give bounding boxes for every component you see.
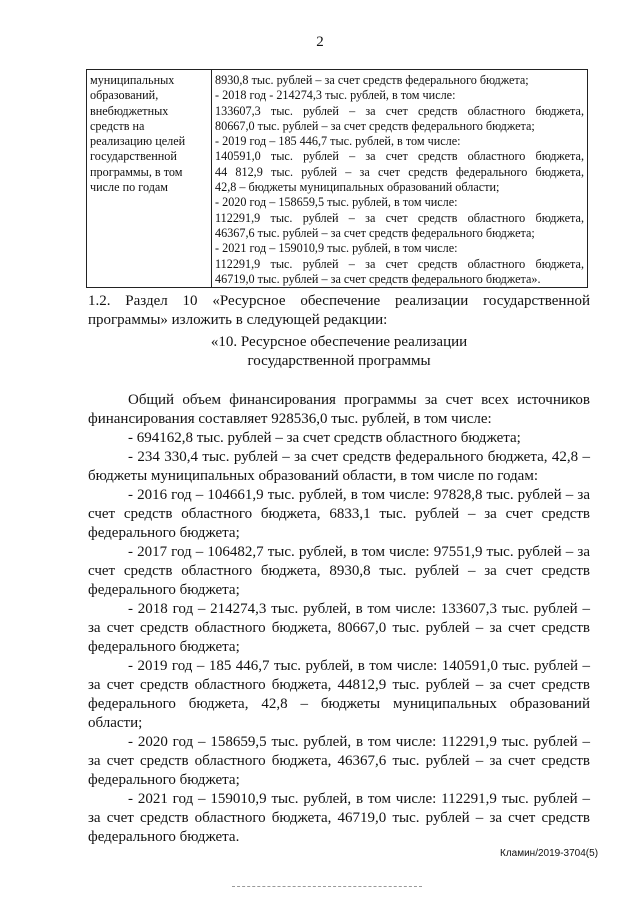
table-right-cell xyxy=(212,70,588,288)
right-line: 44 812,9 тыс. рублей – за счет средств федерального бюджета, xyxy=(215,164,584,179)
paragraph: - 2016 год – 104661,9 тыс. рублей, в том числе: 97828,8 тыс. рублей – за счет средств областного бюджета, 6833,1 тыс. рублей – за счет средств федерального бюджета; xyxy=(88,487,590,541)
paragraph: - 2019 год – 185 446,7 тыс. рублей, в том числе: 140591,0 тыс. рублей – за счет средств областного бюджета, 44812,9 тыс. рублей – за счет средств федерального бюджета, 42,8 – бюджеты муниципальных образований области; xyxy=(88,658,590,731)
right-line: 42,8 – бюджеты муниципальных образований области; xyxy=(215,180,500,195)
table-left-cell xyxy=(87,70,212,288)
table-row xyxy=(87,70,588,288)
page-number: 2 xyxy=(316,34,324,50)
right-line: - 2019 год – 185 446,7 тыс. рублей, в том числе: xyxy=(215,134,461,149)
right-line: 140591,0 тыс. рублей – за счет средств областного бюджета, xyxy=(215,149,584,164)
right-line: 46719,0 тыс. рублей – за счет средств федерального бюджета». xyxy=(215,271,541,286)
left-line: средств на xyxy=(90,118,145,133)
paragraph: - 2021 год – 159010,9 тыс. рублей, в том числе: 112291,9 тыс. рублей – за счет средств областного бюджета, 46719,0 тыс. рублей – за счет средств федерального бюджета. xyxy=(88,791,590,845)
section-heading-line: государственной программы xyxy=(247,353,431,369)
right-line: 8930,8 тыс. рублей – за счет средств федерального бюджета; xyxy=(215,73,529,87)
right-line: 46367,6 тыс. рублей – за счет средств федерального бюджета; xyxy=(215,225,535,240)
paragraph: Общий объем финансирования программы за счет всех источников финансирования составляет 928536,0 тыс. рублей, в том числе: xyxy=(88,392,590,427)
paragraph: - 694162,8 тыс. рублей – за счет средств областного бюджета; xyxy=(128,430,521,446)
right-line: 133607,3 тыс. рублей – за счет средств областного бюджета, xyxy=(215,103,584,118)
right-line: 112291,9 тыс. рублей – за счет средств областного бюджета, xyxy=(215,256,584,271)
left-line: внебюджетных xyxy=(90,103,169,118)
document-code: Кламин/2019-3704(5) xyxy=(500,848,599,859)
right-line: - 2018 год - 214274,3 тыс. рублей, в том числе: xyxy=(215,88,456,103)
section-heading-line: «10. Ресурсное обеспечение реализации xyxy=(210,334,468,350)
left-line: реализацию целей xyxy=(90,134,186,149)
paragraph: - 2017 год – 106482,7 тыс. рублей, в том числе: 97551,9 тыс. рублей – за счет средств областного бюджета, 8930,8 тыс. рублей – за счет средств федерального бюджета; xyxy=(88,544,590,598)
right-line: 112291,9 тыс. рублей – за счет средств областного бюджета, xyxy=(215,210,584,225)
right-line: 80667,0 тыс. рублей – за счет средств федерального бюджета; xyxy=(215,118,535,133)
left-line: муниципальных xyxy=(90,73,175,87)
section-heading xyxy=(88,333,590,371)
funding-table xyxy=(86,69,588,288)
paragraph: - 234 330,4 тыс. рублей – за счет средств федерального бюджета, 42,8 – бюджеты муниципальных образований области, в том числе по годам: xyxy=(88,449,590,484)
left-line: образований, xyxy=(90,88,159,103)
intro-paragraph: 1.2. Раздел 10 «Ресурсное обеспечение реализации государственной программы» изложить в следующей редакции: xyxy=(88,293,590,328)
left-line: числе по годам xyxy=(90,180,169,195)
paragraph: - 2020 год – 158659,5 тыс. рублей, в том числе: 112291,9 тыс. рублей – за счет средств областного бюджета, 46367,6 тыс. рублей – за счет средств федерального бюджета; xyxy=(88,734,590,788)
left-line: государственной xyxy=(90,149,177,164)
main-text xyxy=(88,292,590,847)
bottom-divider xyxy=(232,886,422,887)
left-line: программы, в том xyxy=(90,164,183,179)
right-line: - 2021 год – 159010,9 тыс. рублей, в том числе: xyxy=(215,241,458,256)
right-line: - 2020 год – 158659,5 тыс. рублей, в том числе: xyxy=(215,195,458,210)
paragraph: - 2018 год – 214274,3 тыс. рублей, в том числе: 133607,3 тыс. рублей – за счет средств областного бюджета, 80667,0 тыс. рублей – за счет средств федерального бюджета; xyxy=(88,601,590,655)
